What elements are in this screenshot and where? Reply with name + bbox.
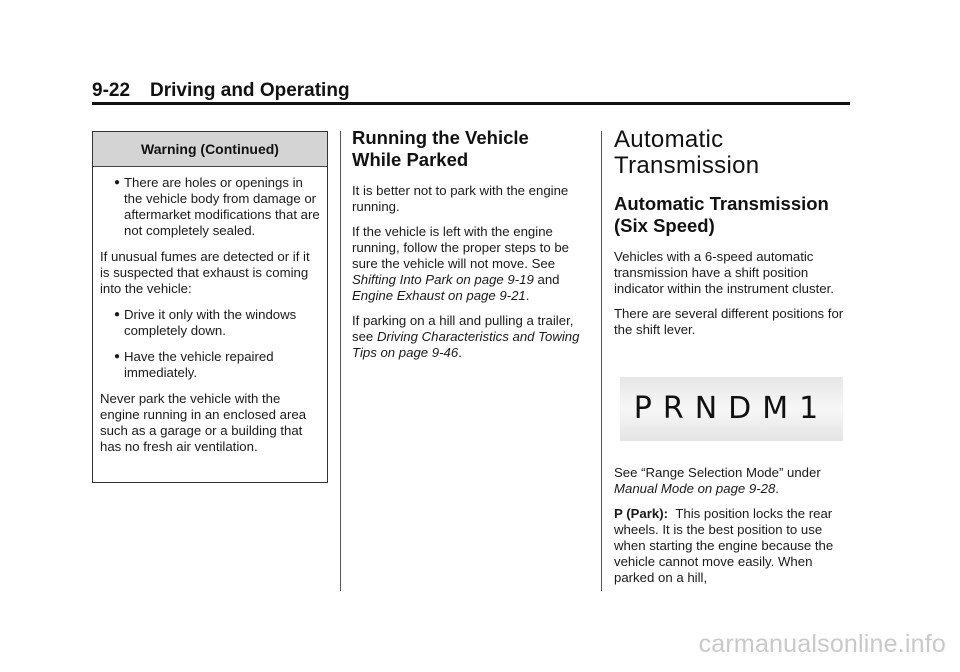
- warning-box: [92, 131, 328, 483]
- section-heading: Automatic Transmission (Six Speed): [614, 193, 829, 236]
- column-divider: [340, 131, 341, 591]
- column-3: [614, 127, 854, 347]
- section-title: Driving and Operating: [150, 80, 350, 101]
- bullet-icon: ●: [114, 351, 121, 362]
- warning-bullet: [100, 349, 320, 381]
- warning-bullet: [100, 307, 320, 339]
- body-paragraph: Vehicles with a 6-speed automatic transmission have a shift position indicator within the instrument cluster.: [614, 249, 834, 296]
- bullet-icon: ●: [114, 177, 121, 188]
- warning-bullet: [100, 175, 320, 239]
- column-divider: [601, 131, 602, 591]
- bullet-icon: ●: [114, 309, 121, 320]
- term-label: P (Park):: [614, 506, 668, 521]
- body-paragraph: It is better not to park with the engine running.: [352, 183, 569, 214]
- bullet-text: There are holes or openings in the vehicle body from damage or aftermarket modifications that are not completely sealed.: [124, 175, 320, 238]
- warning-paragraph: Never park the vehicle with the engine running in an enclosed area such as a garage or a building that has no fresh air ventilation.: [100, 391, 307, 454]
- body-paragraph: If the vehicle is left with the engine running, follow the proper steps to be sure the vehicle will not move. See Shifting Into Park on page 9-19 and Engine Exhaust on page 9-21.: [352, 224, 569, 303]
- shift-indicator-image: [620, 377, 843, 441]
- section-heading: Running the Vehicle While Parked: [352, 127, 529, 170]
- body-paragraph: There are several different positions for the shift lever.: [614, 306, 844, 337]
- chapter-heading: Automatic Transmission: [614, 126, 760, 179]
- body-paragraph: See “Range Selection Mode” under Manual Mode on page 9-28.: [614, 465, 821, 496]
- cross-reference-link[interactable]: Shifting Into Park on page 9-19: [352, 272, 534, 287]
- watermark: carmanualsonline.info: [698, 630, 946, 658]
- bullet-text: Have the vehicle repaired immediately.: [124, 349, 274, 380]
- cross-reference-link[interactable]: Engine Exhaust on page 9-21: [352, 288, 526, 303]
- body-paragraph: If parking on a hill and pulling a trailer, see Driving Characteristics and Towing Tips on page 9-46.: [352, 313, 580, 360]
- cross-reference-link[interactable]: Driving Characteristics and Towing Tips on page 9-46: [352, 329, 580, 360]
- cross-reference-link[interactable]: Manual Mode on page 9-28: [614, 481, 776, 496]
- shift-indicator-text: PRNDM1: [633, 391, 830, 426]
- page-header: [92, 80, 850, 102]
- warning-body: [93, 167, 327, 455]
- body-paragraph: P (Park): This position locks the rear wheels. It is the best position to use when starting the engine because the vehicle cannot move easily. When parked on a hill,: [614, 506, 834, 585]
- column-2: [352, 127, 582, 370]
- column-3-continued: [614, 465, 854, 595]
- page-number: 9-22: [92, 80, 131, 101]
- header-rule: [92, 102, 850, 105]
- bullet-text: Drive it only with the windows completely down.: [124, 307, 297, 338]
- warning-paragraph: If unusual fumes are detected or if it is suspected that exhaust is coming into the vehicle:: [100, 249, 310, 296]
- warning-title: Warning (Continued): [93, 132, 327, 167]
